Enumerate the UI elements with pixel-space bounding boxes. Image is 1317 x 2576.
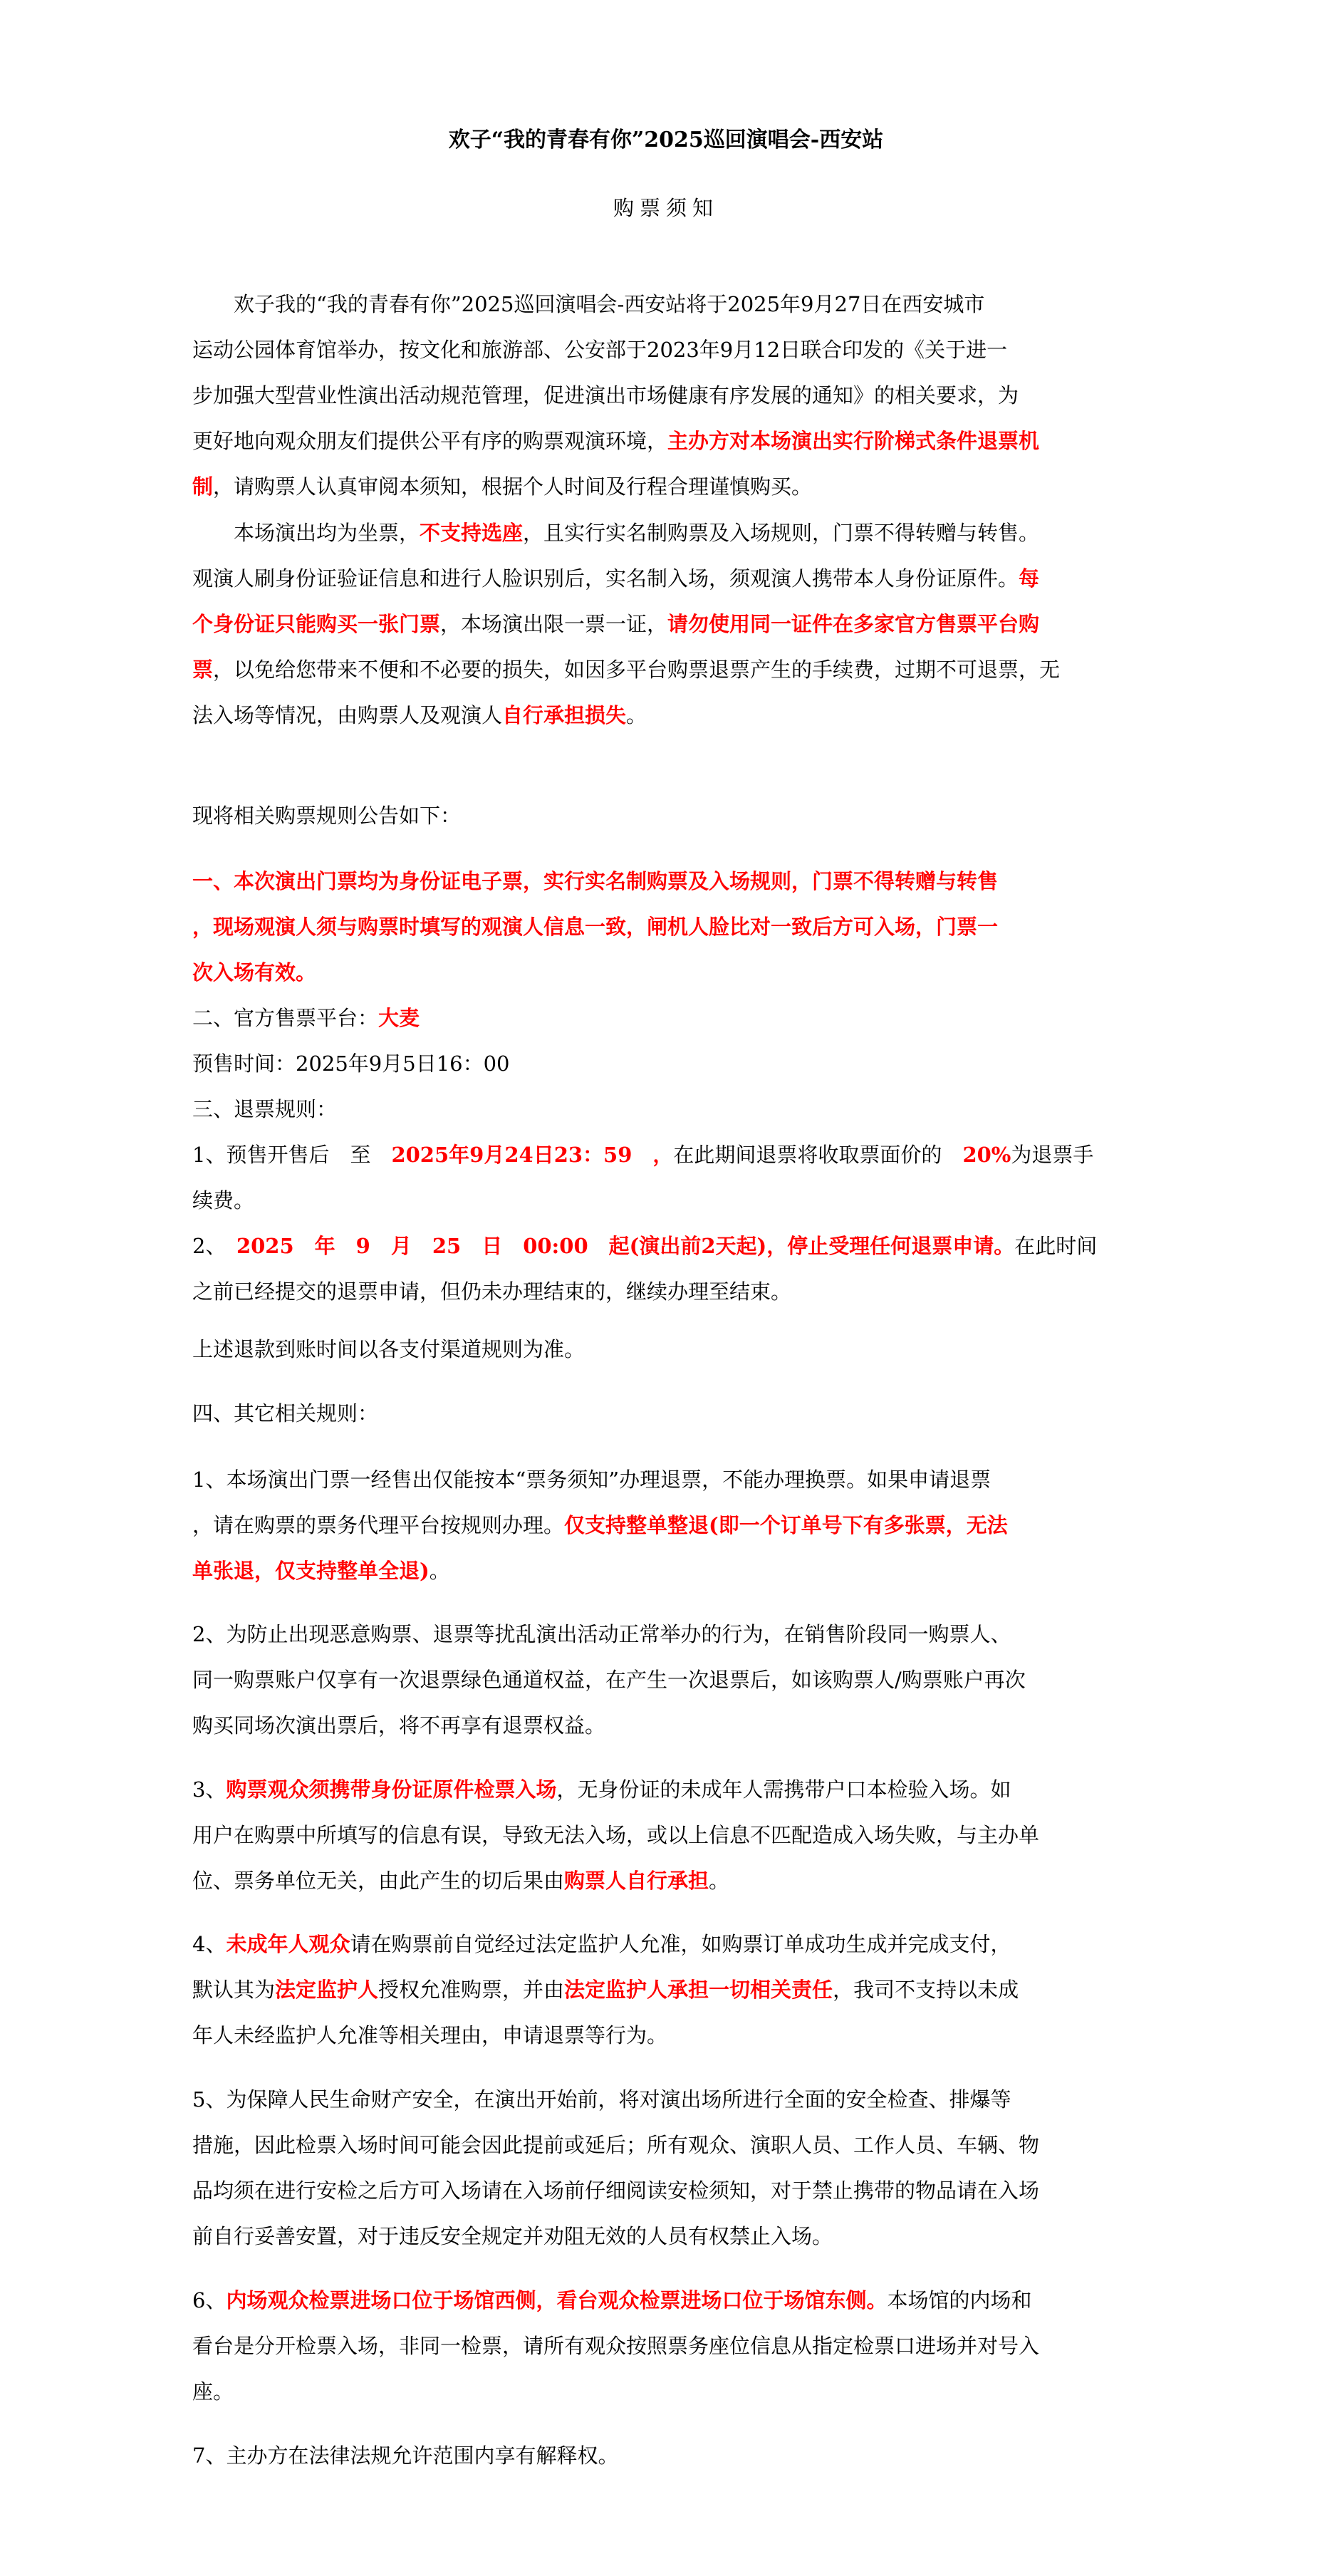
emphasis-text: 购票人自行承担 xyxy=(564,1869,709,1893)
text-line xyxy=(192,2122,1140,2168)
rule-6-paragraph xyxy=(192,2278,1140,2414)
body-text: 1、预售开售后 至 xyxy=(192,1143,392,1167)
text-line xyxy=(192,2278,1140,2323)
rule-1-paragraph xyxy=(192,1457,1140,1594)
body-text: 前自行妥善安置，对于违反安全规定并劝阻无效的人员有权禁止入场。 xyxy=(192,2224,833,2248)
text-line xyxy=(192,1391,1140,1436)
body-text: ，请在购票的票务代理平台按规则办理。 xyxy=(192,1513,565,1537)
emphasis-text: 个身份证只能购买一张门票 xyxy=(192,612,441,636)
emphasis-text: 大麦 xyxy=(378,1006,420,1030)
emphasis-text: ，现场观演人须与购票时填写的观演人信息一致，闸机人脸比对一致后方可入场，门票一 xyxy=(192,915,999,939)
emphasis-text: 内场观众检票进场口位于场馆西侧，看台观众检票进场口位于场馆东侧。 xyxy=(226,2288,887,2312)
text-line xyxy=(192,1703,1140,1748)
refund-note xyxy=(192,1326,1140,1372)
body-text: ，以免给您带来不便和不必要的损失，如因多平台购票退票产生的手续费，过期不可退票，无 xyxy=(213,658,1061,682)
emphasis-text: 购票观众须携带身份证原件检票入场 xyxy=(226,1777,557,1802)
text-line xyxy=(192,1086,1140,1132)
emphasis-text: 请勿使用同一证件在多家官方售票平台购 xyxy=(667,612,1040,636)
text-line xyxy=(192,601,1140,647)
text-line xyxy=(192,1921,1140,1967)
text-line xyxy=(192,418,1140,464)
emphasis-text: 次入场有效。 xyxy=(192,960,317,985)
body-text: 请在购票前自觉经过法定监护人允准，如购票订单成功生成并完成支付， xyxy=(350,1932,1011,1956)
text-line xyxy=(192,2369,1140,2414)
text-line xyxy=(192,510,1140,556)
text-line xyxy=(192,2213,1140,2259)
body-text: 授权允准购票，并由 xyxy=(378,1978,565,2002)
text-line xyxy=(192,647,1140,692)
text-line xyxy=(192,1132,1140,1178)
emphasis-text: 单张退，仅支持整单全退) xyxy=(192,1559,430,1583)
emphasis-text: 仅支持整单整退(即一个订单号下有多张票，无法 xyxy=(564,1513,1008,1537)
body-text: 用户在购票中所填写的信息有误，导致无法入场，或以上信息不匹配造成入场失败，与主办单 xyxy=(192,1823,1040,1847)
rule-5-paragraph xyxy=(192,2077,1140,2259)
text-line xyxy=(192,1767,1140,1812)
body-text: 二、官方售票平台： xyxy=(192,1006,379,1030)
text-line xyxy=(192,373,1140,418)
emphasis-text: 2025年9月24日23：59 ， xyxy=(391,1143,674,1167)
text-line xyxy=(192,1657,1140,1703)
ticket-rules-list xyxy=(192,858,1140,1314)
body-text: 默认其为 xyxy=(192,1978,276,2002)
text-line xyxy=(192,281,1140,327)
emphasis-text: 未成年人观众 xyxy=(226,1932,350,1956)
body-text: 更好地向观众朋友们提供公平有序的购票观演环境， xyxy=(192,429,668,453)
text-line xyxy=(192,464,1140,509)
body-text: 为退票手 xyxy=(1011,1143,1094,1167)
emphasis-text: 法定监护人 xyxy=(275,1978,379,2002)
body-text: ，且实行实名制购票及入场规则，门票不得转赠与转售。 xyxy=(523,521,1040,545)
body-text: 5、为保障人民生命财产安全，在演出开始前，将对演出场所进行全面的安全检查、排爆等 xyxy=(192,2087,1011,2112)
text-line xyxy=(192,1858,1140,1904)
intro-paragraph-2 xyxy=(192,510,1140,738)
text-line xyxy=(192,858,1140,904)
body-text: 。 xyxy=(429,1559,450,1583)
emphasis-text: 制 xyxy=(192,474,214,499)
text-line xyxy=(192,2012,1140,2058)
body-text: 上述退款到账时间以各支付渠道规则为准。 xyxy=(192,1337,585,1361)
text-line xyxy=(192,1812,1140,1858)
text-line xyxy=(192,1223,1140,1269)
rule-3-paragraph xyxy=(192,1767,1140,1904)
text-line xyxy=(192,1611,1140,1657)
emphasis-text: 票 xyxy=(192,658,214,682)
emphasis-text: 自行承担损失 xyxy=(502,703,627,727)
text-line xyxy=(192,995,1140,1041)
text-line xyxy=(192,2077,1140,2122)
announcement-line xyxy=(192,793,1140,838)
text-line xyxy=(192,327,1140,373)
text-line xyxy=(192,1326,1140,1372)
text-line xyxy=(192,950,1140,995)
body-text: 品均须在进行安检之后方可入场请在入场前仔细阅读安检须知，对于禁止携带的物品请在入场 xyxy=(192,2178,1040,2203)
text-line xyxy=(192,1457,1140,1502)
text-line xyxy=(192,904,1140,950)
body-text: ，请购票人认真审阅本须知，根据个人时间及行程合理谨慎购买。 xyxy=(213,474,813,499)
text-line xyxy=(192,1041,1140,1086)
body-text: 观演人刷身份证验证信息和进行人脸识别后，实名制入场，须观演人携带本人身份证原件。 xyxy=(192,566,1019,591)
section-four-heading xyxy=(192,1391,1140,1436)
body-text: 7、主办方在法律法规允许范围内享有解释权。 xyxy=(192,2443,619,2468)
rule-4-paragraph xyxy=(192,1921,1140,2058)
body-text: 在此期间退票将收取票面价的 xyxy=(673,1143,963,1167)
body-text: ，我司不支持以未成 xyxy=(833,1978,1019,2002)
text-line xyxy=(192,1548,1140,1594)
emphasis-text: 主办方对本场演出实行阶梯式条件退票机 xyxy=(667,429,1040,453)
body-text: ，本场演出限一票一证， xyxy=(440,612,668,636)
emphasis-text: 2025 年 9 月 25 日 00:00 起(演出前2天起)，停止受理任何退票申请。 xyxy=(236,1234,1015,1258)
body-text: 2、 xyxy=(192,1234,236,1258)
body-text: 位、票务单位无关，由此产生的切后果由 xyxy=(192,1869,565,1893)
intro-paragraph-1 xyxy=(192,281,1140,509)
body-text: 1、本场演出门票一经售出仅能按本“票务须知”办理退票，不能办理换票。如果申请退票 xyxy=(192,1468,991,1492)
emphasis-text: 20% xyxy=(962,1143,1011,1167)
body-text: 四、其它相关规则： xyxy=(192,1401,379,1425)
body-text: 在此时间 xyxy=(1014,1234,1098,1258)
body-text: 运动公园体育馆举办，按文化和旅游部、公安部于2023年9月12日联合印发的《关于进一 xyxy=(192,338,1008,362)
body-text: 本场馆的内场和 xyxy=(887,2288,1032,2312)
emphasis-text: 一、本次演出门票均为身份证电子票，实行实名制购票及入场规则，门票不得转赠与转售 xyxy=(192,869,999,893)
body-text: 年人未经监护人允准等相关理由，申请退票等行为。 xyxy=(192,2023,668,2047)
text-line xyxy=(192,1967,1140,2012)
rule-2-paragraph xyxy=(192,1611,1140,1748)
body-text: 续费。 xyxy=(192,1188,255,1212)
body-text: 步加强大型营业性演出活动规范管理，促进演出市场健康有序发展的通知》的相关要求，为 xyxy=(192,383,1019,407)
body-text: 欢子我的“我的青春有你”2025巡回演唱会-西安站将于2025年9月27日在西安城市 xyxy=(192,292,985,316)
body-text: 措施，因此检票入场时间可能会因此提前或延后；所有观众、演职人员、工作人员、车辆、物 xyxy=(192,2133,1040,2157)
text-line xyxy=(192,1502,1140,1548)
emphasis-text: 不支持选座 xyxy=(420,521,524,545)
body-text: 看台是分开检票入场，非同一检票，请所有观众按照票务座位信息从指定检票口进场并对号入 xyxy=(192,2334,1040,2358)
text-line xyxy=(192,2433,1140,2478)
emphasis-text: 法定监护人承担一切相关责任 xyxy=(564,1978,833,2002)
body-text: 6、 xyxy=(192,2288,227,2312)
body-text: 法入场等情况，由购票人及观演人 xyxy=(192,703,503,727)
document-subtitle: 购票须知 xyxy=(613,196,719,220)
text-line xyxy=(192,1269,1140,1314)
emphasis-text: 每 xyxy=(1019,566,1040,591)
text-line xyxy=(192,793,1140,838)
body-text: 同一购票账户仅享有一次退票绿色通道权益，在产生一次退票后，如该购票人/购票账户再次 xyxy=(192,1668,1026,1692)
body-text: ，无身份证的未成年人需携带户口本检验入场。如 xyxy=(556,1777,1011,1802)
body-text: 之前已经提交的退票申请，但仍未办理结束的，继续办理至结束。 xyxy=(192,1279,792,1304)
body-text: 本场演出均为坐票， xyxy=(192,521,420,545)
body-text: 座。 xyxy=(192,2379,234,2404)
body-text: 4、 xyxy=(192,1932,227,1956)
text-line xyxy=(192,2323,1140,2369)
body-text: 现将相关购票规则公告如下： xyxy=(192,804,462,828)
rule-7-paragraph xyxy=(192,2433,1140,2478)
body-text: 2、为防止出现恶意购票、退票等扰乱演出活动正常举办的行为，在销售阶段同一购票人、 xyxy=(192,1622,1011,1646)
body-text: 预售时间：2025年9月5日16：00 xyxy=(192,1051,510,1076)
body-text: 3、 xyxy=(192,1777,227,1802)
body-text: 三、退票规则： xyxy=(192,1097,338,1121)
text-line xyxy=(192,2168,1140,2213)
text-line xyxy=(192,1178,1140,1223)
text-line xyxy=(192,556,1140,601)
body-text: 。 xyxy=(626,703,647,727)
body-text: 。 xyxy=(709,1869,730,1893)
body-text: 购买同场次演出票后，将不再享有退票权益。 xyxy=(192,1713,606,1738)
text-line xyxy=(192,692,1140,738)
document-title: 欢子“我的青春有你”2025巡回演唱会-西安站 xyxy=(448,128,884,152)
